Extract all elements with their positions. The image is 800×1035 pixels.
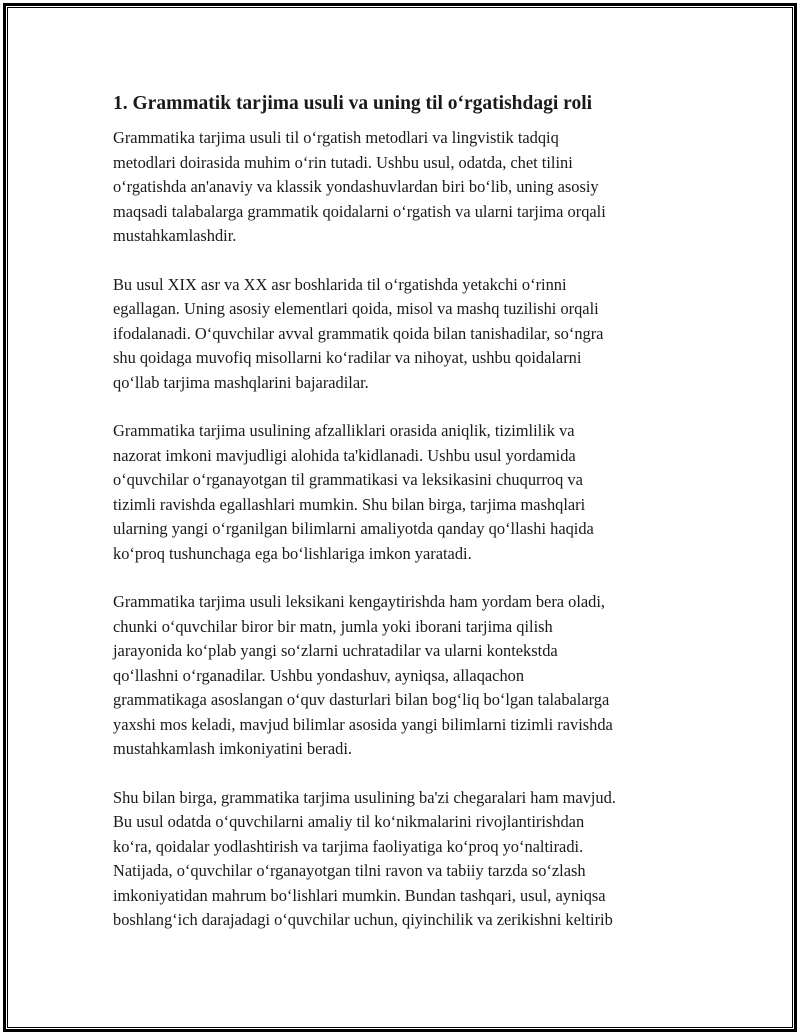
text-line: ko‘ra, qoidalar yodlashtirish va tarjima faoliyatiga ko‘proq yo‘naltiradi. (113, 836, 584, 856)
paragraph-4 (113, 590, 685, 762)
paragraph-1 (113, 126, 685, 249)
text-line: mustahkamlashdir. (113, 226, 237, 245)
document-body (113, 92, 685, 957)
text-line: Shu bilan birga, grammatika tarjima usulining ba'zi chegaralari ham mavjud. (113, 787, 616, 807)
text-line: Grammatika tarjima usulining afzalliklari orasida aniqlik, tizimlilik va (113, 421, 575, 440)
text-line: egallagan. Uning asosiy elementlari qoida, misol va mashq tuzilishi orqali (113, 299, 599, 318)
text-line: ularning yangi o‘rganilgan bilimlarni amaliyotda qanday qo‘llashi haqida (113, 519, 594, 538)
text-line: o‘quvchilar o‘rganayotgan til grammatikasi va leksikasini chuqurroq va (113, 470, 583, 489)
text-line: boshlang‘ich darajadagi o‘quvchilar uchun, qiyinchilik va zerikishni keltirib (113, 910, 613, 929)
text-line: tizimli ravishda egallashlari mumkin. Shu bilan birga, tarjima mashqlari (113, 494, 586, 514)
text-line: Natijada, o‘quvchilar o‘rganayotgan tilni ravon va tabiiy tarzda so‘zlash (113, 861, 586, 880)
text-line: Bu usul XIX asr va XX asr boshlarida til o‘rgatishda yetakchi o‘rinni (113, 274, 567, 294)
text-line: shu qoidaga muvofiq misollarni ko‘radilar va nihoyat, ushbu qoidalarni (113, 348, 582, 367)
text-line: Bu usul odatda o‘quvchilarni amaliy til ko‘nikmalarini rivojlantirishdan (113, 812, 585, 831)
text-line: jarayonida ko‘plab yangi so‘zlarni uchratadilar va ularni kontekstda (113, 641, 558, 660)
text-line: qo‘llashni o‘rganadilar. Ushbu yondashuv, ayniqsa, allaqachon (113, 665, 525, 685)
text-line: ko‘proq tushunchaga ega bo‘lishlariga imkon yaratadi. (113, 543, 472, 563)
paragraph-5 (113, 786, 685, 933)
text-line: mustahkamlash imkoniyatini beradi. (113, 739, 352, 758)
text-line: chunki o‘quvchilar biror bir matn, jumla yoki iborani tarjima qilish (113, 616, 553, 636)
text-line: Grammatika tarjima usuli til o‘rgatish metodlari va lingvistik tadqiq (113, 128, 559, 147)
text-line: yaxshi mos keladi, mavjud bilimlar asosida yangi bilimlarni tizimli ravishda (113, 714, 613, 734)
text-line: Grammatika tarjima usuli leksikani kengaytirishda ham yordam bera oladi, (113, 592, 606, 611)
text-line: maqsadi talabalarga grammatik qoidalarni o‘rgatish va ularni tarjima orqali (113, 201, 606, 221)
text-line: imkoniyatidan mahrum bo‘lishlari mumkin. Bundan tashqari, usul, ayniqsa (113, 885, 606, 905)
paragraph-2 (113, 273, 685, 396)
text-line: metodlari doirasida muhim o‘rin tutadi. Ushbu usul, odatda, chet tilini (113, 152, 573, 172)
text-line: grammatikaga asoslangan o‘quv dasturlari bilan bog‘liq bo‘lgan talabalarga (113, 690, 610, 709)
section-heading: 1. Grammatik tarjima usuli va uning til o‘rgatishdagi roli (113, 93, 593, 114)
text-line: qo‘llab tarjima mashqlarini bajaradilar. (113, 372, 369, 392)
text-line: o‘rgatishda an'anaviy va klassik yondashuvlardan biri bo‘lib, uning asosiy (113, 177, 599, 196)
text-line: nazorat imkoni mavjudligi alohida ta'kidlanadi. Ushbu usul yordamida (113, 445, 576, 465)
text-line: ifodalanadi. O‘quvchilar avval grammatik qoida bilan tanishadilar, so‘ngra (113, 323, 604, 343)
paragraph-3 (113, 419, 685, 566)
